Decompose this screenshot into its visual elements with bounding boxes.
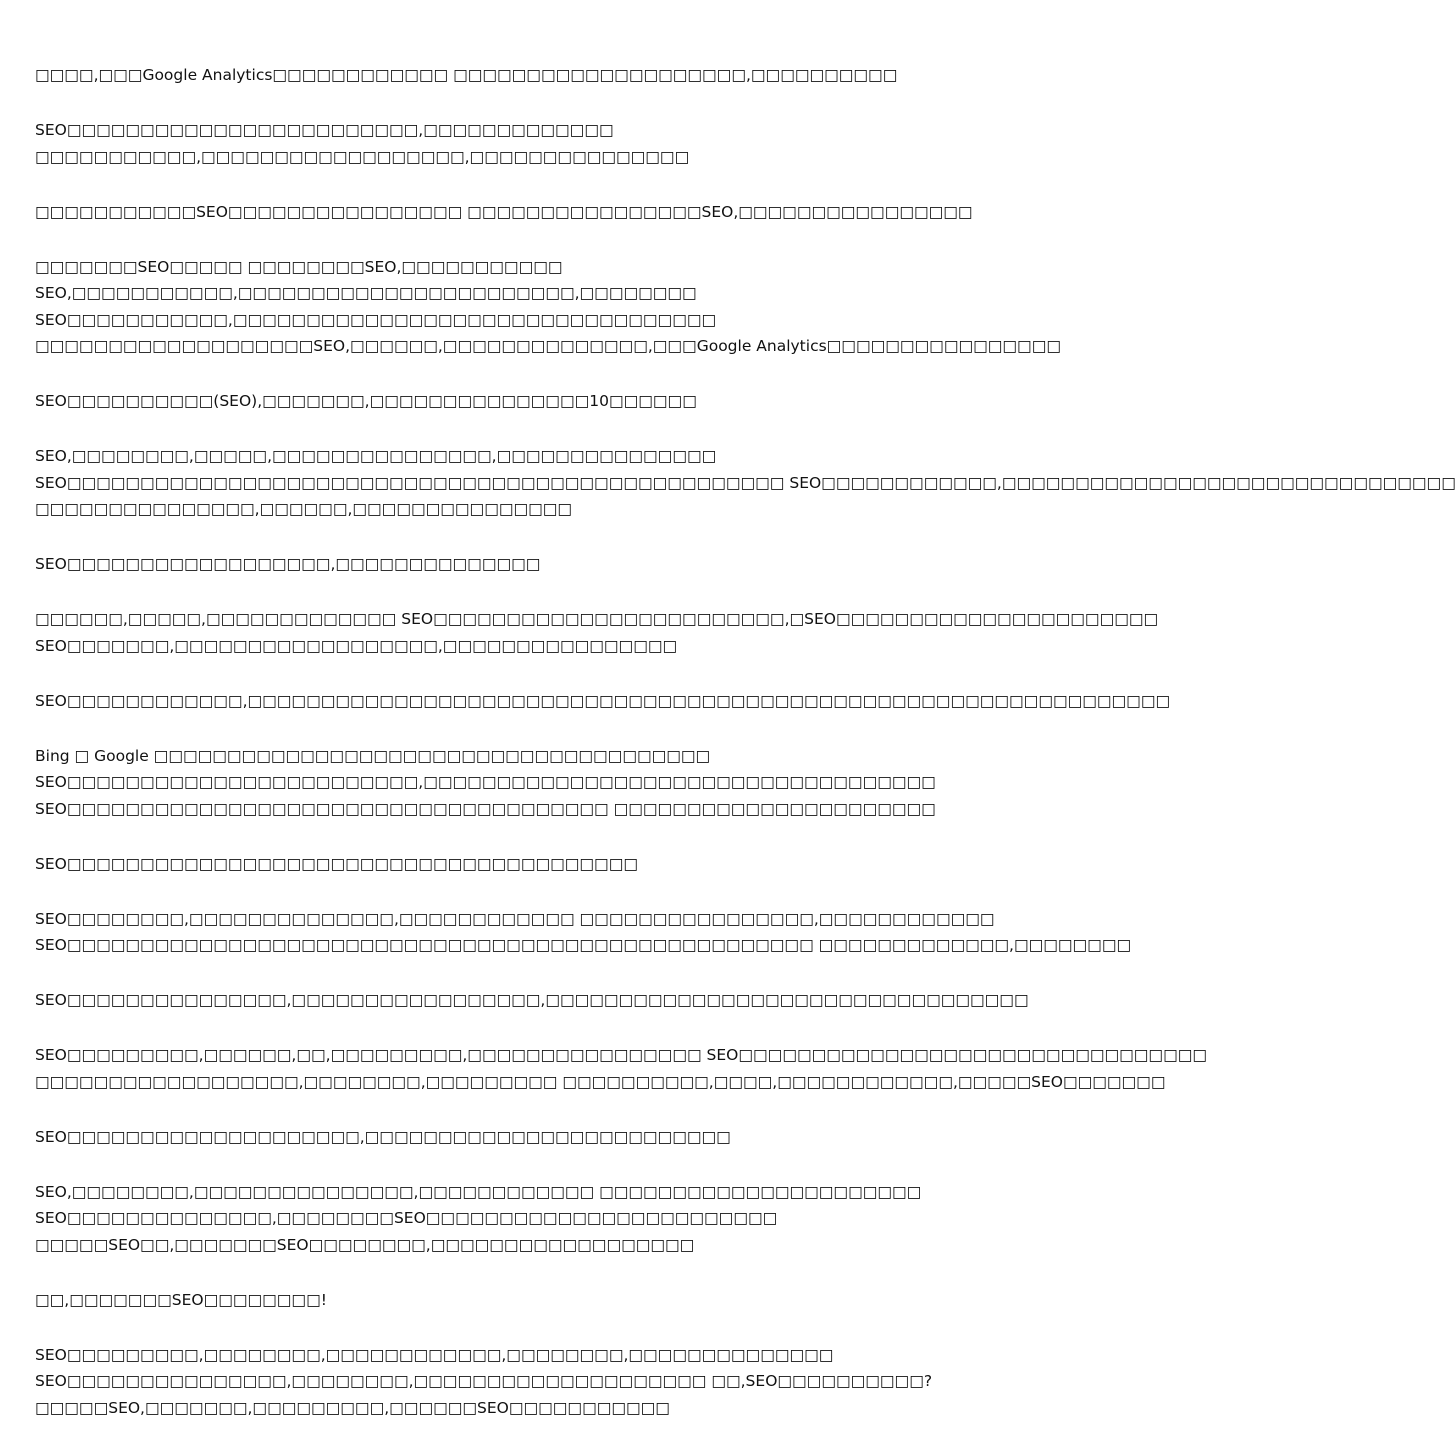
text-line: SEO□□□□□□□□□□□□□□□□□□□□□□□□□□□□□□□□□□□□□□□□□□□□□□□□□□□ □□□□□□□□□□□□□,□□□□□□□□ — [35, 936, 1132, 954]
text-line: □□□□□□□□□□□SEO□□□□□□□□□□□□□□□□ □□□□□□□□□□□□□□□□SEO,□□□□□□□□□□□□□□□□ — [35, 202, 973, 221]
text-line: □□□□□SEO□□,□□□□□□□SEO□□□□□□□□,□□□□□□□□□□□□□□□□□□ — [35, 1235, 695, 1254]
paragraph — [35, 199, 995, 226]
paragraph — [35, 388, 995, 415]
text-line: □□□□,□□□Google Analytics□□□□□□□□□□□□ □□□□□□□□□□□□□□□□□□□□,□□□□□□□□□□ — [35, 66, 898, 84]
paragraph — [35, 1179, 995, 1259]
paragraph — [35, 851, 995, 878]
text-line: □□□□□□,□□□□□,□□□□□□□□□□□□□ SEO□□□□□□□□□□□□□□□□□□□□□□□□,□SEO□□□□□□□□□□□□□□□□□□□□□□ — [35, 610, 1159, 628]
paragraph — [35, 688, 1171, 715]
text-line: SEO□□□□□□□□□□□,□□□□□□□□□□□□□□□□□□□□□□□□□□□□□□□□□ — [35, 310, 717, 329]
text-line: SEO□□□□□□□□□□□□□□□,□□□□□□□□□□□□□□□□□,□□□□□□□□□□□□□□□□□□□□□□□□□□□□□□□□□ — [35, 991, 1029, 1009]
text-line: SEO□□□□□□□□□□(SEO),□□□□□□□,□□□□□□□□□□□□□□□10□□□□□□ — [35, 392, 697, 410]
text-line: Bing □ Google □□□□□□□□□□□□□□□□□□□□□□□□□□□□□□□□□□□□□□ — [35, 746, 711, 765]
document-body — [35, 62, 1456, 1450]
text-line: □□□□□□□□□□□,□□□□□□□□□□□□□□□□□□,□□□□□□□□□□□□□□□ — [35, 147, 690, 166]
text-line: SEO□□□□□□□□□,□□□□□□□□,□□□□□□□□□□□□,□□□□□□□□,□□□□□□□□□□□□□□ — [35, 1345, 834, 1364]
paragraph — [35, 1342, 995, 1422]
paragraph — [35, 551, 995, 578]
text-line: □□□□□□□□□□□□□□□□□□□SEO,□□□□□□,□□□□□□□□□□□□□□,□□□Google Analytics□□□□□□□□□□□□□□□□ — [35, 337, 1061, 355]
text-line: SEO,□□□□□□□□,□□□□□□□□□□□□□□□,□□□□□□□□□□□□ □□□□□□□□□□□□□□□□□□□□□□ — [35, 1182, 922, 1201]
paragraph — [35, 606, 1159, 659]
text-line: SEO□□□□□□□□□□□□□□□□□□□□□□□□□□□□□□□□□□□□□□□□□□□□□□□□□ SEO□□□□□□□□□□□□,□□□□□□□□□□□□□□□□□□□□□□□□□□□□□□□ — [35, 473, 1456, 492]
paragraph — [35, 443, 1456, 523]
text-line: □□□□□SEO,□□□□□□□,□□□□□□□□□,□□□□□□SEO□□□□□□□□□□□ — [35, 1398, 670, 1417]
text-line: SEO□□□□□□□□□□□□□□□□□□□□□□□□□□□□□□□□□□□□□ □□□□□□□□□□□□□□□□□□□□□□ — [35, 799, 936, 818]
text-line: SEO□□□□□□□□□,□□□□□□,□□,□□□□□□□□□,□□□□□□□□□□□□□□□□ SEO□□□□□□□□□□□□□□□□□□□□□□□□□□□□□□□□ — [35, 1046, 1208, 1064]
paragraph — [35, 906, 1132, 959]
text-line: SEO□□□□□□□□□□□□□□□□□□□□□□□□□□□□□□□□□□□□□□□ — [35, 854, 638, 873]
paragraph — [35, 117, 995, 170]
text-line: SEO□□□□□□□□□□□□□□,□□□□□□□□SEO□□□□□□□□□□□□□□□□□□□□□□□□ — [35, 1209, 778, 1227]
paragraph — [35, 254, 1061, 360]
paragraph — [35, 62, 995, 89]
paragraph — [35, 743, 995, 823]
text-line: SEO□□□□□□□□□□□□□□□□□□,□□□□□□□□□□□□□□ — [35, 555, 541, 573]
paragraph — [35, 1124, 995, 1151]
paragraph — [35, 1042, 1208, 1095]
text-line: □□,□□□□□□□SEO□□□□□□□□! — [35, 1290, 327, 1309]
paragraph — [35, 1287, 995, 1314]
text-line: SEO□□□□□□□□,□□□□□□□□□□□□□□,□□□□□□□□□□□□ □□□□□□□□□□□□□□□□,□□□□□□□□□□□□ — [35, 909, 995, 928]
text-line: SEO□□□□□□□□□□□□□□□□□□□□□□□□,□□□□□□□□□□□□□ — [35, 121, 614, 139]
text-line: □□□□□□□SEO□□□□□ □□□□□□□□SEO,□□□□□□□□□□□ — [35, 257, 563, 276]
text-line: SEO□□□□□□□□□□□□,□□□□□□□□□□□□□□□□□□□□□□□□□□□□□□□□□□□□□□□□□□□□□□□□□□□□□□□□□□□□□□□ — [35, 691, 1171, 710]
text-line: SEO,□□□□□□□□□□□,□□□□□□□□□□□□□□□□□□□□□□□,□□□□□□□□ — [35, 284, 697, 302]
text-line: SEO,□□□□□□□□,□□□□□,□□□□□□□□□□□□□□□,□□□□□□□□□□□□□□□ — [35, 447, 717, 465]
text-line: SEO□□□□□□□□□□□□□□□,□□□□□□□□,□□□□□□□□□□□□□□□□□□□□ □□,SEO□□□□□□□□□□? — [35, 1372, 933, 1390]
text-line: SEO□□□□□□□□□□□□□□□□□□□□□□□□,□□□□□□□□□□□□□□□□□□□□□□□□□□□□□□□□□□□ — [35, 773, 936, 791]
text-line: SEO□□□□□□□□□□□□□□□□□□□□,□□□□□□□□□□□□□□□□□□□□□□□□□ — [35, 1127, 731, 1146]
paragraph — [35, 987, 1029, 1014]
text-line: □□□□□□□□□□□□□□□□□□,□□□□□□□□,□□□□□□□□□ □□□□□□□□□□,□□□□,□□□□□□□□□□□□,□□□□□SEO□□□□□□□ — [35, 1072, 1166, 1091]
text-line: SEO□□□□□□□,□□□□□□□□□□□□□□□□□□,□□□□□□□□□□□□□□□□ — [35, 636, 678, 655]
text-line: □□□□□□□□□□□□□□□,□□□□□□,□□□□□□□□□□□□□□□ — [35, 500, 573, 518]
